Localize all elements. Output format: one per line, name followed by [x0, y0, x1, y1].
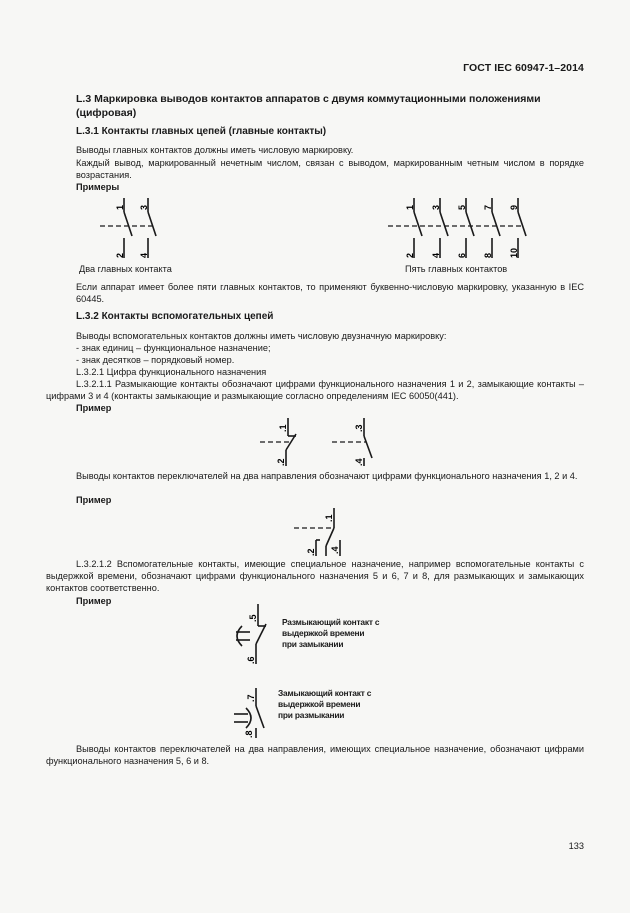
terminal-label: .3 [354, 424, 364, 432]
terminal-label: .1 [278, 424, 288, 432]
paragraph: L.3.2.1 Цифра функционального назначения [76, 367, 267, 377]
terminal-label: 1 [115, 204, 125, 210]
caption-two-contacts: Два главных контакта [79, 264, 172, 274]
time-delay-closing-caption [278, 688, 371, 721]
caption-line: выдержкой времени [278, 699, 361, 709]
terminal-label: .2 [306, 548, 316, 556]
list-item: - знак десятков – порядковый номер. [76, 355, 235, 365]
example-label: Пример [76, 596, 112, 606]
terminal-label: 1 [405, 204, 415, 210]
two-main-contacts-diagram [96, 196, 176, 264]
terminal-label: 9 [509, 204, 519, 210]
terminal-label: 2 [405, 252, 415, 258]
document-id: ГОСТ IEC 60947-1–2014 [463, 62, 584, 74]
time-delay-opening-caption [282, 617, 379, 650]
terminal-label: .6 [246, 656, 256, 664]
terminal-label: 3 [139, 204, 149, 210]
terminal-label: 7 [483, 204, 493, 210]
page-number: 133 [568, 841, 584, 851]
paragraph-text: Каждый вывод, маркированный нечетным числом, связан с выводом, маркированным четным числом в порядке возрастания. [76, 158, 584, 181]
terminal-label: 6 [457, 252, 467, 258]
caption-line: Замыкающий контакт с [278, 688, 372, 698]
terminal-label: 3 [431, 204, 441, 210]
paragraph: Выводы вспомогательных контактов должны иметь числовую двузначную маркировку: [76, 331, 447, 341]
terminal-label: 4 [139, 252, 149, 258]
paragraph-text: Выводы контактов переключателей на два направления обозначают цифрами функционального назначения 1, 2 и 4. [76, 471, 578, 481]
terminal-label: 4 [431, 252, 441, 258]
list-item: - знак единиц – функциональное назначение; [76, 343, 271, 353]
paragraph [46, 470, 584, 482]
terminal-label: 10 [509, 247, 519, 258]
paragraph: Выводы главных контактов должны иметь числовую маркировку. [76, 145, 354, 155]
terminal-label: 8 [483, 252, 493, 258]
subsection-title-l31: L.3.1 Контакты главных цепей (главные контакты) [76, 126, 327, 137]
section-title: L.3 Маркировка выводов контактов аппаратов с двумя коммутационными положениями (цифровая) [76, 93, 541, 119]
nc-no-contacts-diagram [256, 416, 386, 470]
paragraph-text: L.3.2.1.1 Размыкающие контакты обозначают цифрами функционального назначения 1 и 2, замыкающие контакты – цифрами 3 и 4 (контакты замыкающие и размыкающие согласно определениям IEC 60050(441). [46, 379, 584, 402]
terminal-label: .4 [330, 546, 340, 554]
paragraph [46, 378, 584, 402]
examples-label: Примеры [76, 182, 120, 192]
paragraph [76, 281, 584, 305]
subsection-title-l32: L.3.2 Контакты вспомогательных цепей [76, 311, 274, 322]
changeover-contact-diagram [290, 506, 360, 558]
caption-line: Размыкающий контакт с [282, 617, 380, 627]
terminal-label: .8 [244, 730, 254, 738]
paragraph [76, 157, 584, 181]
terminal-label: .5 [248, 614, 258, 622]
time-delay-closing-contact-diagram [226, 686, 276, 742]
terminal-label: 2 [115, 252, 125, 258]
paragraph [46, 743, 584, 767]
caption-line: выдержкой времени [282, 628, 365, 638]
caption-five-contacts: Пять главных контактов [405, 264, 508, 274]
paragraph-text: Выводы контактов переключателей на два направления, имеющих специальное назначение, обозначают цифрами функционального назначения 5, 6 и 8. [46, 744, 584, 767]
caption-line: при замыкании [282, 639, 344, 649]
terminal-label: .7 [246, 694, 256, 702]
paragraph [46, 558, 584, 595]
terminal-label: .1 [324, 514, 334, 522]
example-label: Пример [76, 403, 112, 413]
time-delay-opening-contact-diagram [228, 602, 278, 668]
paragraph-text: L.3.2.1.2 Вспомогательные контакты, имеющие специальное назначение, например вспомогательные контакты с выдержкой времени, обозначают цифрами функционального назначения 5 и 6, 7 и 8, для размыкающих и замыкающих контактов соответственно. [46, 559, 584, 594]
five-main-contacts-diagram [384, 196, 534, 264]
caption-line: при размыкании [278, 710, 345, 720]
paragraph-text: Если аппарат имеет более пяти главных контактов, то применяют буквенно-числовую маркировку, указанную в IEC 60445. [76, 282, 584, 305]
terminal-label: .4 [354, 458, 364, 466]
example-label: Пример [76, 495, 112, 505]
terminal-label: 5 [457, 204, 467, 210]
terminal-label: .2 [276, 458, 286, 466]
